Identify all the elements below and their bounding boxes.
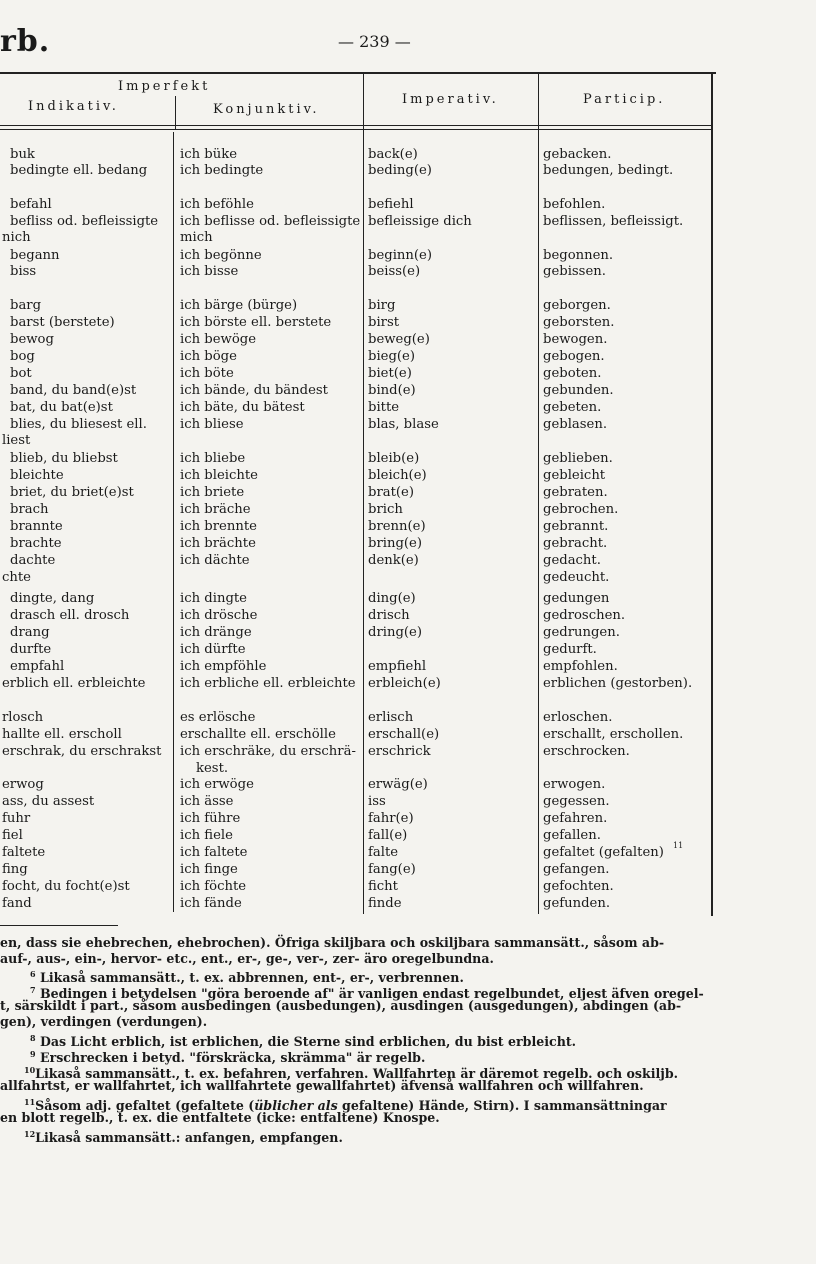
table-cell: ich büke xyxy=(180,147,238,162)
table-cell: geboten. xyxy=(543,366,602,381)
table-cell: gefangen. xyxy=(543,862,610,877)
table-cell: ich böte xyxy=(180,366,234,381)
table-cell: befohlen. xyxy=(543,197,606,212)
table-cell: ich erwöge xyxy=(180,777,254,792)
table-cell: ich bisse xyxy=(180,264,239,279)
footnote-text: Erschrecken i betyd. "förskräcka, skrämma" är regelb. xyxy=(39,1050,426,1066)
table-cell: fand xyxy=(2,896,32,911)
footnote-line: allfahrtst, er wallfahrtet, ich wallfahrtete gewallfahrtet) äfvenså wallfahren och willfahren. xyxy=(0,1078,644,1093)
footnote-text: Likaså sammansätt., t. ex. abbrennen, ent-, er-, verbrennen. xyxy=(39,970,464,986)
table-cell: ich bände, du bändest xyxy=(180,383,328,398)
table-cell: bedungen, bedingt. xyxy=(543,163,674,178)
table-cell: gedurft. xyxy=(543,642,597,657)
table-cell: kest. xyxy=(196,761,229,776)
table-cell: es erlösche xyxy=(180,710,256,725)
table-cell: gebleicht xyxy=(543,468,606,483)
table-cell: erloschen. xyxy=(543,710,613,725)
table-right-edge xyxy=(711,74,713,916)
table-cell: ficht xyxy=(368,879,398,894)
table-cell: ich dingte xyxy=(180,591,247,606)
table-cell: ich bräche xyxy=(180,502,251,517)
table-cell: beflissen, befleissigt. xyxy=(543,214,684,229)
table-cell: iss xyxy=(368,794,386,809)
table-cell: erschallte ell. erschölle xyxy=(180,727,336,742)
table-cell: gebissen. xyxy=(543,264,606,279)
footnote-line: auf-, aus-, ein-, hervor- etc., ent., er-, ge-, ver-, zer- äro oregelbundna. xyxy=(0,951,494,966)
table-cell: fang(e) xyxy=(368,862,416,877)
table-cell: blas, blase xyxy=(368,417,439,432)
table-cell: mich xyxy=(180,230,213,245)
table-cell: biet(e) xyxy=(368,366,412,381)
table-cell: erwäg(e) xyxy=(368,777,428,792)
table-cell: bleib(e) xyxy=(368,451,420,466)
table-cell: barg xyxy=(10,298,42,313)
table-cell: ding(e) xyxy=(368,591,416,606)
footnote-text: Bedingen i betydelsen "göra beroende af" är vanligen endast regelbundet, eljest äfven oregel- xyxy=(39,986,704,1002)
table-cell: dachte xyxy=(10,553,56,568)
table-cell: bind(e) xyxy=(368,383,416,398)
table-cell: gefallen. xyxy=(543,828,601,843)
page-number: — 239 — xyxy=(338,32,411,51)
table-cell: fall(e) xyxy=(368,828,408,843)
footnote-line: gen), verdingen (verdungen). xyxy=(0,1014,208,1029)
footnote-number: 9 xyxy=(30,1049,36,1059)
table-cell: gedungen xyxy=(543,591,610,606)
table-cell: beweg(e) xyxy=(368,332,430,347)
table-cell: ich brächte xyxy=(180,536,256,551)
table-cell: fuhr xyxy=(2,811,31,826)
table-cell: ich fände xyxy=(180,896,242,911)
table-cell: befleissige dich xyxy=(368,214,472,229)
table-cell: ich bliese xyxy=(180,417,244,432)
table-cell: hallte ell. erscholl xyxy=(2,727,122,742)
col-divider-2 xyxy=(363,74,364,914)
table-cell: durfte xyxy=(10,642,52,657)
table-cell: gebraten. xyxy=(543,485,608,500)
table-cell: finde xyxy=(368,896,402,911)
table-cell: gebrannt. xyxy=(543,519,609,534)
table-cell: dingte, dang xyxy=(10,591,95,606)
table-cell: ich dächte xyxy=(180,553,250,568)
footnote-text: Såsom adj. gefaltet (gefaltete ( xyxy=(35,1098,255,1114)
table-cell: brach xyxy=(10,502,49,517)
table-cell: gefahren. xyxy=(543,811,608,826)
table-cell: erschrak, du erschrakst xyxy=(2,744,162,759)
table-cell: ich bliebe xyxy=(180,451,246,466)
footnote-number: 11 xyxy=(24,1097,36,1107)
table-cell: ich föchte xyxy=(180,879,247,894)
table-cell: ich börste ell. berstete xyxy=(180,315,332,330)
table-cell: bleich(e) xyxy=(368,468,427,483)
table-cell: empfohlen. xyxy=(543,659,618,674)
table-cell: erwog xyxy=(2,777,44,792)
table-cell: faltete xyxy=(2,845,46,860)
table-cell: gedeucht. xyxy=(543,570,610,585)
table-cell: empfiehl xyxy=(368,659,427,674)
table-cell: ich ässe xyxy=(180,794,234,809)
table-cell: birg xyxy=(368,298,396,313)
table-cell: ich brennte xyxy=(180,519,257,534)
table-cell: gedroschen. xyxy=(543,608,626,623)
table-cell: erschall(e) xyxy=(368,727,440,742)
table-cell: bewogen. xyxy=(543,332,608,347)
table-cell: gebacken. xyxy=(543,147,612,162)
col-divider-1 xyxy=(175,96,176,130)
table-cell: drang xyxy=(10,625,50,640)
table-cell: erschrick xyxy=(368,744,431,759)
table-cell: briet, du briet(e)st xyxy=(10,485,134,500)
table-cell: ass, du assest xyxy=(2,794,95,809)
table-cell: befliss od. befleissigte xyxy=(10,214,159,229)
table-cell: focht, du focht(e)st xyxy=(2,879,130,894)
table-cell: bitte xyxy=(368,400,400,415)
table-cell: denk(e) xyxy=(368,553,419,568)
table-cell: geblieben. xyxy=(543,451,613,466)
table-cell: gedrungen. xyxy=(543,625,620,640)
col-divider-3 xyxy=(538,74,539,914)
table-cell: gefochten. xyxy=(543,879,614,894)
footnote-text: Likaså sammansätt., t. ex. befahren, verfahren. Wallfahrten är däremot regelb. och oskiljb. xyxy=(35,1066,679,1082)
table-cell: ich erbliche ell. erbleichte xyxy=(180,676,356,691)
table-cell: ich briete xyxy=(180,485,245,500)
table-cell: gebunden. xyxy=(543,383,614,398)
table-cell: geblasen. xyxy=(543,417,608,432)
footnote-line: t, särskildt i part., såsom ausbedingen (ausbedungen), ausdingen (ausgedungen), abdingen (ab- xyxy=(0,998,682,1013)
table-cell: ich bleichte xyxy=(180,468,258,483)
footnote-text: Likaså sammansätt.: anfangen, empfangen. xyxy=(35,1130,343,1146)
footnote-line: en, dass sie ehebrechen, ehebrochen). Öfriga skiljbara och oskiljbara sammansätt., såsom ab- xyxy=(0,935,665,950)
table-cell: geborsten. xyxy=(543,315,615,330)
footnote-line: en blott regelb., t. ex. die entfaltete (icke: entfaltene) Knospe. xyxy=(0,1110,440,1125)
table-cell: ich bärge (bürge) xyxy=(180,298,298,313)
table-cell: ich beflisse od. befleissigte xyxy=(180,214,361,229)
table-cell: rlosch xyxy=(2,710,44,725)
table-cell: brich xyxy=(368,502,403,517)
table-cell: bog xyxy=(10,349,35,364)
table-cell: gegessen. xyxy=(543,794,610,809)
footnote-number: 12 xyxy=(24,1129,36,1139)
table-cell: ich bewöge xyxy=(180,332,257,347)
table-cell: ich beföhle xyxy=(180,197,254,212)
running-head: rb. xyxy=(0,24,51,59)
table-cell: ich finge xyxy=(180,862,238,877)
table-cell: ich fiele xyxy=(180,828,233,843)
table-cell: beiss(e) xyxy=(368,264,421,279)
table-cell: bat, du bat(e)st xyxy=(10,400,113,415)
table-cell: liest xyxy=(2,433,31,448)
head-imperativ: Imperativ. xyxy=(402,92,499,107)
table-cell: dring(e) xyxy=(368,625,422,640)
table-cell: fiel xyxy=(2,828,23,843)
head-indikativ: Indikativ. xyxy=(28,99,119,114)
table-cell: erlisch xyxy=(368,710,414,725)
table-cell: bewog xyxy=(10,332,54,347)
footnote-italic: üblicher als xyxy=(254,1098,338,1114)
table-cell: erbleich(e) xyxy=(368,676,441,691)
table-cell: brenn(e) xyxy=(368,519,426,534)
table-cell: bedingte ell. bedang xyxy=(10,163,148,178)
footnote-number: 10 xyxy=(24,1065,36,1075)
table-top-rule xyxy=(0,72,716,74)
table-cell: gedacht. xyxy=(543,553,601,568)
table-cell: ich böge xyxy=(180,349,237,364)
table-cell: chte xyxy=(2,570,31,585)
table-cell: brachte xyxy=(10,536,62,551)
table-cell: begonnen. xyxy=(543,248,614,263)
table-cell: blieb, du bliebst xyxy=(10,451,118,466)
table-cell: erblich ell. erbleichte xyxy=(2,676,146,691)
table-cell: gebrochen. xyxy=(543,502,619,517)
table-cell: ich erschräke, du erschrä- xyxy=(180,744,356,759)
table-cell: drisch xyxy=(368,608,410,623)
table-cell: bot xyxy=(10,366,32,381)
footnote-text: Das Licht erblich, ist erblichen, die Sterne sind erblichen, du bist erbleicht. xyxy=(39,1034,577,1050)
table-cell: biss xyxy=(10,264,37,279)
footnote-separator xyxy=(0,925,118,926)
table-cell: ich führe xyxy=(180,811,241,826)
table-cell: gefaltet (gefalten) xyxy=(543,845,664,860)
table-cell: falte xyxy=(368,845,399,860)
head-konjunktiv: Konjunktiv. xyxy=(213,102,320,117)
col-divider-1b xyxy=(173,132,174,912)
table-cell: bieg(e) xyxy=(368,349,415,364)
table-cell: begann xyxy=(10,248,60,263)
table-head-rule xyxy=(0,125,712,126)
table-cell: buk xyxy=(10,147,35,162)
table-cell: birst xyxy=(368,315,400,330)
table-cell: gebeten. xyxy=(543,400,602,415)
table-cell: drasch ell. drosch xyxy=(10,608,130,623)
footnote-reference: 11 xyxy=(673,841,684,850)
footnote-text: gefaltene) Hände, Stirn). I sammansättningar xyxy=(337,1098,667,1114)
table-cell: befahl xyxy=(10,197,52,212)
table-cell: beding(e) xyxy=(368,163,432,178)
table-cell: ich bedingte xyxy=(180,163,264,178)
table-cell: erblichen (gestorben). xyxy=(543,676,693,691)
table-cell: erwogen. xyxy=(543,777,606,792)
table-cell: geborgen. xyxy=(543,298,611,313)
head-imperfekt: Imperfekt xyxy=(118,79,211,94)
table-cell: fahr(e) xyxy=(368,811,414,826)
table-cell: band, du band(e)st xyxy=(10,383,137,398)
table-cell: barst (berstete) xyxy=(10,315,115,330)
table-cell: brannte xyxy=(10,519,63,534)
footnote-number: 8 xyxy=(30,1033,36,1043)
table-cell: back(e) xyxy=(368,147,418,162)
table-cell: erschrocken. xyxy=(543,744,630,759)
table-cell: brat(e) xyxy=(368,485,415,500)
table-cell: ich dürfte xyxy=(180,642,246,657)
table-head-rule-2 xyxy=(0,129,712,130)
table-cell: ich dränge xyxy=(180,625,252,640)
table-cell: erschallt, erschollen. xyxy=(543,727,684,742)
footnote-12 xyxy=(24,1126,343,1146)
table-cell: gebogen. xyxy=(543,349,605,364)
table-cell: ich empföhle xyxy=(180,659,267,674)
table-cell: ich begönne xyxy=(180,248,262,263)
table-cell: ich faltete xyxy=(180,845,248,860)
table-cell: bleichte xyxy=(10,468,64,483)
table-cell: nich xyxy=(2,230,31,245)
table-cell: fing xyxy=(2,862,28,877)
table-cell: blies, du bliesest ell. xyxy=(10,417,147,432)
table-cell: ich bäte, du bätest xyxy=(180,400,305,415)
footnote-number: 6 xyxy=(30,969,36,979)
table-cell: gefunden. xyxy=(543,896,611,911)
table-cell: befiehl xyxy=(368,197,414,212)
table-cell: empfahl xyxy=(10,659,65,674)
head-particip: Particip. xyxy=(583,92,666,107)
table-cell: bring(e) xyxy=(368,536,422,551)
table-cell: beginn(e) xyxy=(368,248,432,263)
table-cell: ich drösche xyxy=(180,608,258,623)
table-cell: gebracht. xyxy=(543,536,608,551)
footnote-number: 7 xyxy=(30,985,36,995)
